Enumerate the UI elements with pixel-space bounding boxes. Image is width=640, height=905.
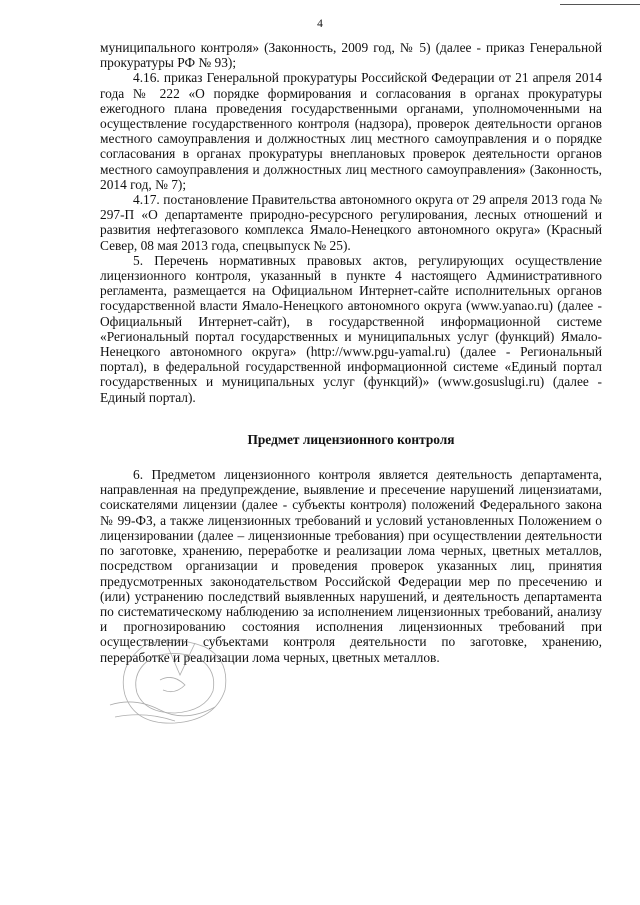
document-body [100,40,602,665]
paragraph-4-17: 4.17. постановление Правительства автономного округа от 29 апреля 2013 года № 297-П «О департаменте природно-ресурсного регулирования, лесных отношений и развития нефтегазового комплекса Ямало-Ненецкого автономного округа» (Красный Север, 08 мая 2013 года, спецвыпуск № 25). [100,192,602,253]
stamp-mark [105,635,260,730]
paragraph-6: 6. Предметом лицензионного контроля является деятельность департамента, направленная на предупреждение, выявление и пресечение нарушений лицензиатами, соискателями лицензии (далее - субъекты контроля) положений Федерального закона № 99-ФЗ, а также лицензионных требований и условий установленных Положением о лицензировании (далее – лицензионные требования) при осуществлении деятельности по заготовке, хранению, переработке и реализации лома черных, цветных металлов, посредством организации и проведения проверок указанных лиц, принятия предусмотренных законодательством Российской Федерации мер по пресечению и (или) устранению последствий выявленных нарушений, и деятельность департамента по систематическому наблюдению за исполнением лицензионных требований, анализу и прогнозированию состояния исполнения лицензионных требований при осуществлении субъектами контроля деятельности по заготовке, хранению, переработке и реализации лома черных, цветных металлов. [100,467,602,665]
top-edge-line [560,4,640,5]
section-heading: Предмет лицензионного контроля [247,431,455,447]
paragraph-5: 5. Перечень нормативных правовых актов, регулирующих осуществление лицензионного контроля, указанный в пункте 4 настоящего Административного регламента, размещается на Официальном Интернет-сайте исполнительных органов государственной власти Ямало-Ненецкого автономного округа (www.yanao.ru) (далее - Официальный Интернет-сайт), в государственной информационной системе «Региональный портал государственных и муниципальных услуг (функций) Ямало-Ненецкого автономного округа» (http://www.pgu-yamal.ru) (далее - Региональный портал), в федеральной государственной информационной системе «Единый портал государственных и муниципальных услуг (функций)» (www.gosuslugi.ru) (далее - Единый портал). [100,252,602,405]
paragraph-continuation: муниципального контроля» (Законность, 2009 год, № 5) (далее - приказ Генеральной прокуратуры РФ № 93); [100,40,602,71]
page-number: 4 [317,18,323,30]
paragraph-4-16: 4.16. приказ Генеральной прокуратуры Российской Федерации от 21 апреля 2014 года № 222 «О порядке формирования и согласования в органах прокуратуры ежегодного плана проведения государственными органами, уполномоченными на осуществление государственного контроля (надзора), проверок деятельности органов местного самоуправления и должностных лиц местного самоуправления и о порядке согласования в органах прокуратуры внеплановых проверок деятельности органов местного самоуправления и должностных лиц местного самоуправления» (Законность, 2014 год, № 7); [100,70,602,192]
